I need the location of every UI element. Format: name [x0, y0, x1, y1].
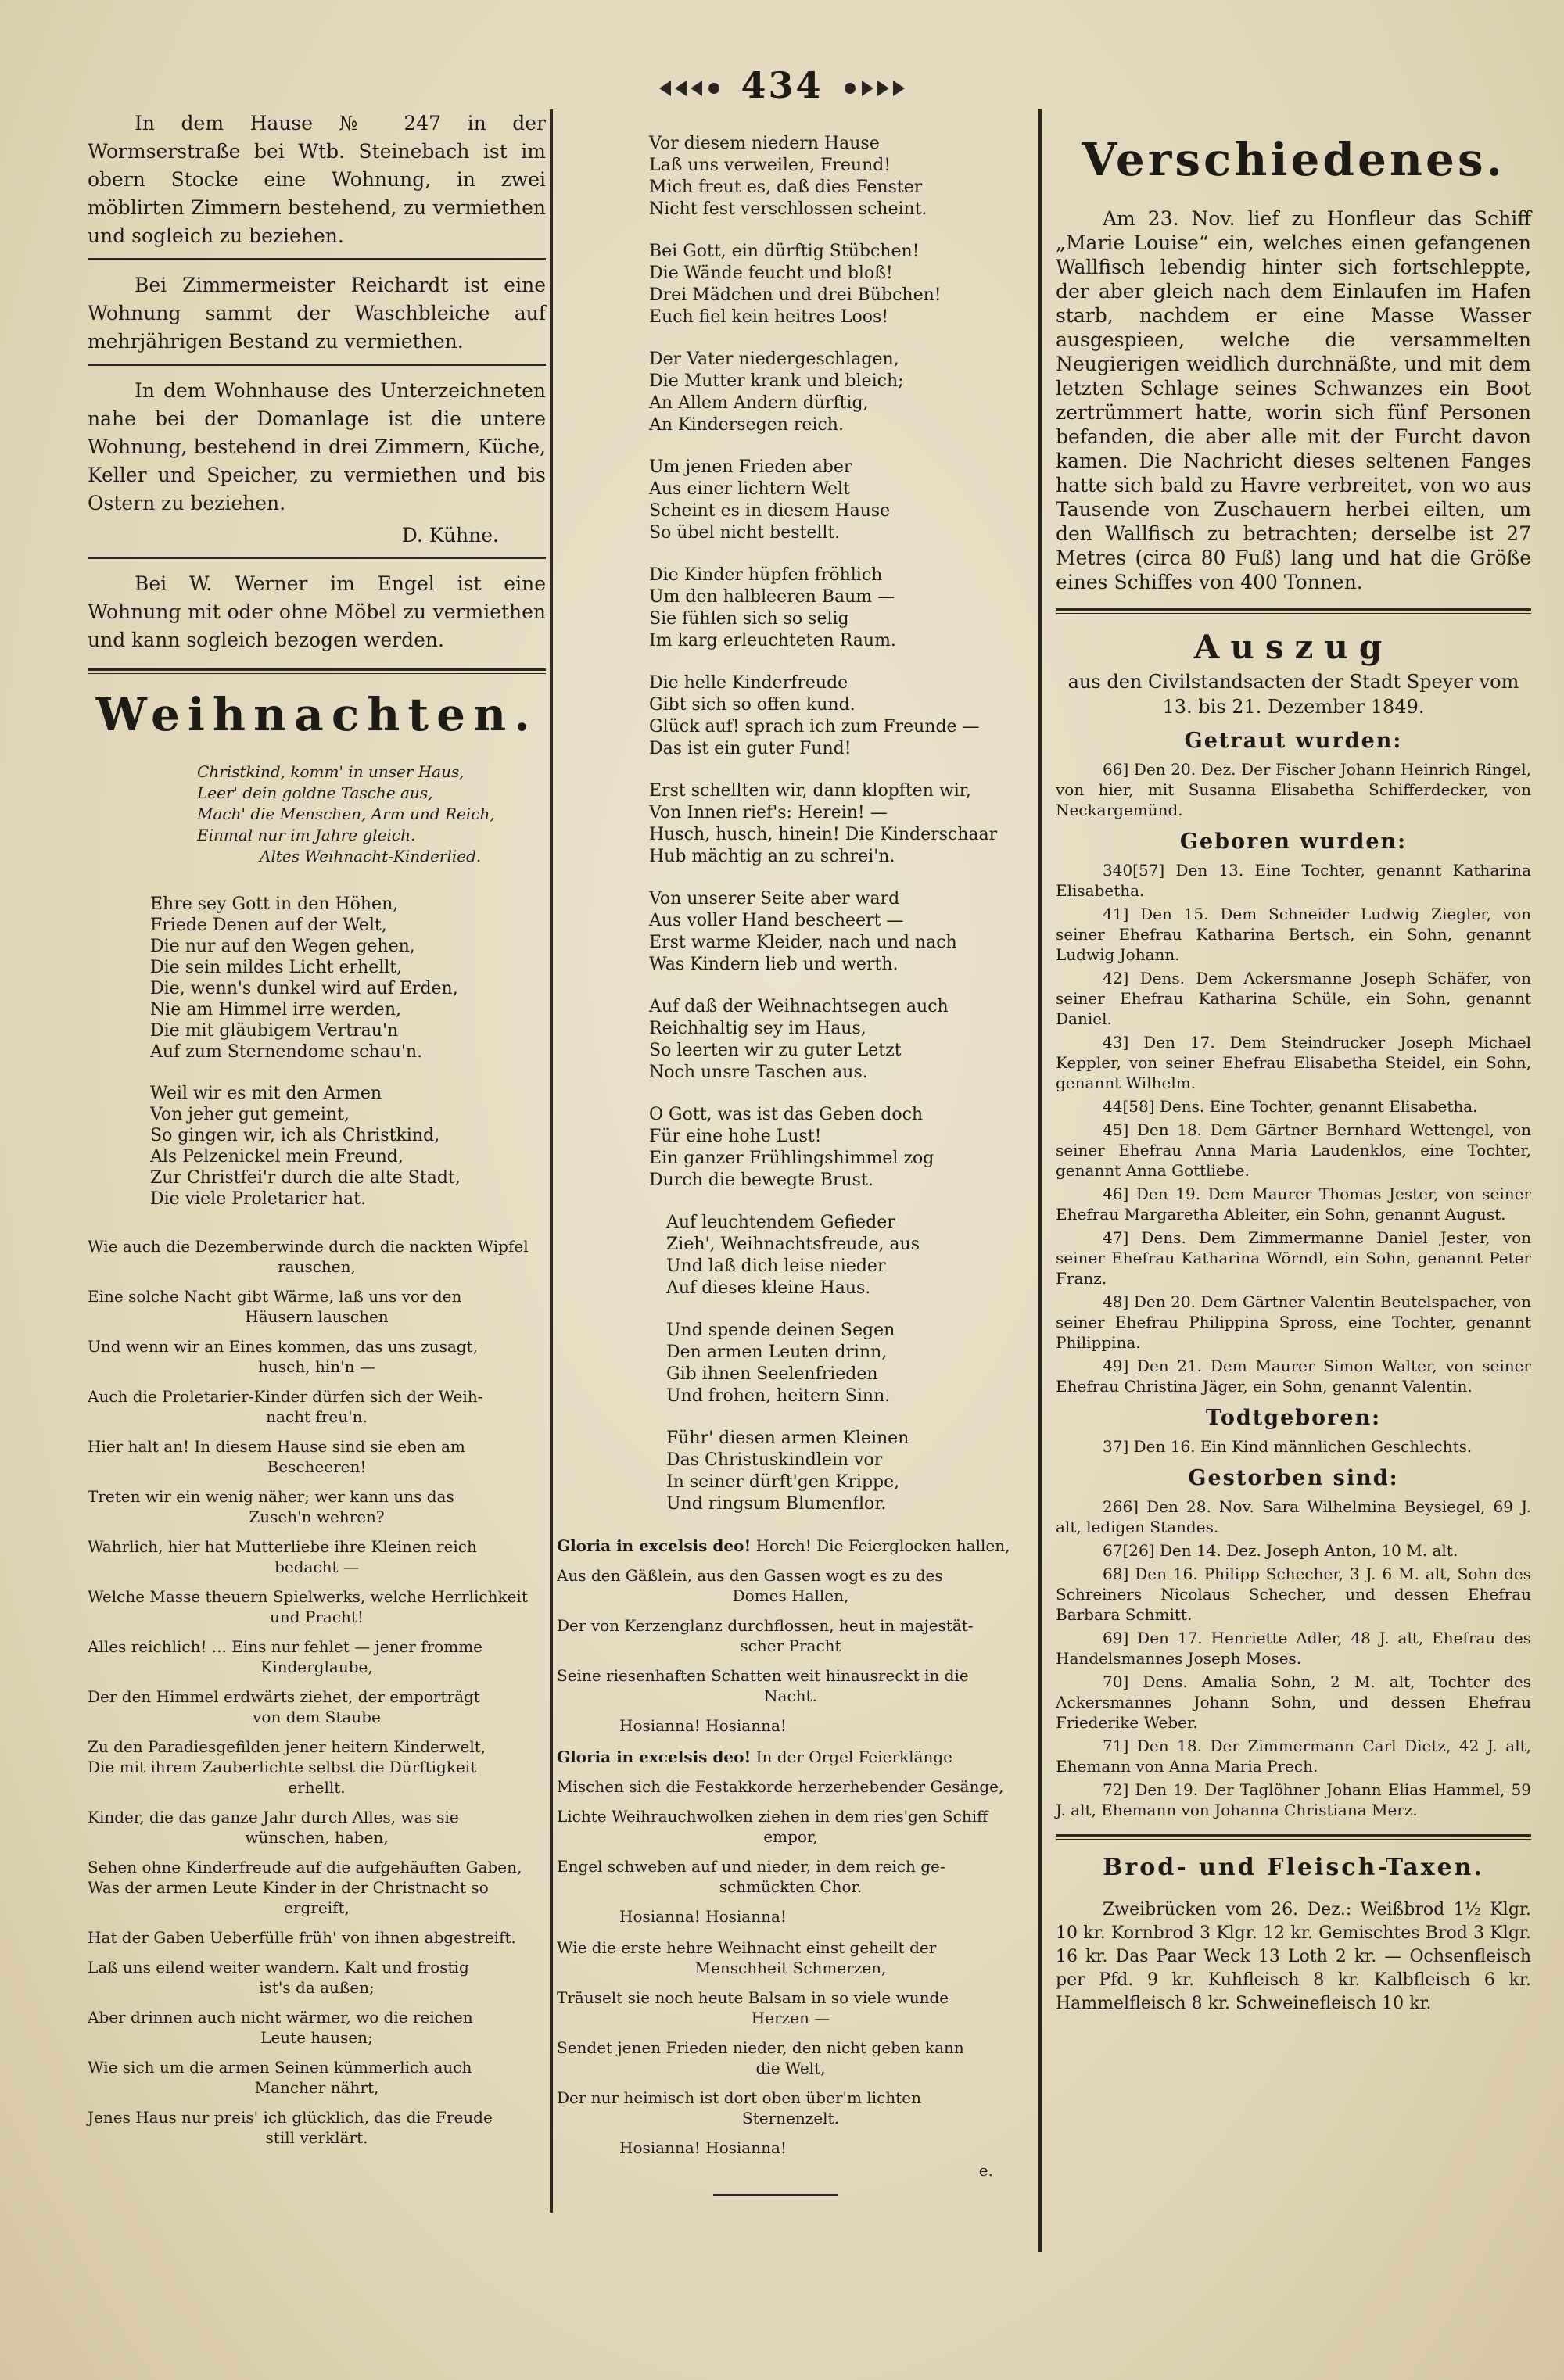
- verse-line: Auf leuchtendem Gefieder: [666, 1213, 895, 1232]
- verse-line: Aus voller Hand bescheert —: [649, 911, 904, 930]
- stanza: [649, 241, 1024, 328]
- stanza: [649, 672, 1024, 760]
- register-entry: 43] Den 17. Dem Steindrucker Joseph Michael Keppler, von seiner Ehefrau Elisabetha Steidel, ein Sohn, genannt Wilhelm.: [1056, 1033, 1531, 1092]
- verse-line: Nie am Himmel irre werden,: [150, 1000, 401, 1020]
- register-entry: 72] Den 19. Der Taglöhner Johann Elias Hammel, 59 J. alt, Ehemann von Johanna Christiana Merz.: [1056, 1780, 1531, 1819]
- section-divider: [1056, 608, 1531, 614]
- verse-line: Zieh', Weihnachtsfreude, aus: [666, 1235, 920, 1254]
- column-rule-left: [550, 109, 553, 2213]
- stanza: [666, 1428, 1024, 1515]
- end-rule: [713, 2194, 838, 2196]
- hosanna-refrain: Hosianna! Hosianna!: [619, 1907, 787, 1926]
- motto-source: Altes Weihnacht-Kinderlied.: [260, 847, 482, 866]
- long-verse: Hat der Gaben Ueberfülle früh' von ihnen abgestreift.: [88, 1928, 516, 1947]
- long-verse: Mischen sich die Festakkorde herzerhebender Gesänge,: [557, 1777, 1004, 1796]
- long-verse: Träuselt sie noch heute Balsam in so viele wunde Herzen —: [557, 1988, 949, 2027]
- verse-line: Die nur auf den Wegen gehen,: [150, 937, 415, 956]
- register-entry: 46] Den 19. Dem Maurer Thomas Jester, von seiner Ehefrau Margaretha Ableiter, ein Sohn, genannt August.: [1056, 1185, 1531, 1224]
- register-entry: 47] Dens. Dem Zimmermanne Daniel Jester, von seiner Ehefrau Katharina Wörndl, ein Sohn, genannt Peter Franz.: [1056, 1228, 1531, 1288]
- verse-line: Von jeher gut gemeint,: [150, 1105, 350, 1124]
- verse-line: Der Vater niedergeschlagen,: [649, 349, 899, 369]
- verse-line: So leerten wir zu guter Letzt: [649, 1041, 902, 1060]
- long-verse: Kinder, die das ganze Jahr durch Alles, was sie wünschen, haben,: [88, 1808, 459, 1847]
- ad-1: In dem Hause № 247 in der Wormserstraße bei Wtb. Steinebach ist im obern Stocke eine Wohnung, in zwei möblirten Zimmern bestehend, zu vermiethen und sogleich zu beziehen.: [88, 112, 546, 247]
- verse-line: Das ist ein guter Fund!: [649, 739, 852, 758]
- column-2: [557, 133, 1024, 2196]
- verse-line: An Kindersegen reich.: [649, 415, 844, 435]
- register-heading: Geboren wurden:: [1179, 830, 1408, 854]
- price-list: Zweibrücken vom 26. Dez.: Weißbrod 1½ Klgr. 10 kr. Kornbrod 3 Klgr. 12 kr. Gemischtes Brod 3 Klgr. 16 kr. Das Paar Weck 13 Loth 2 kr. — Ochsenfleisch per Pfd. 9 kr. Kuhfleisch 8 kr. Kalbfleisch 6 kr. Hammelfleisch 8 kr. Schweinefleisch 10 kr.: [1056, 1900, 1531, 2013]
- verse-line: Das Christuskindlein vor: [666, 1450, 883, 1470]
- ad-2: Bei Zimmermeister Reichardt ist eine Wohnung sammt der Waschbleiche auf mehrjährigen Bestand zu vermiethen.: [88, 274, 546, 353]
- poem-title: Weihnachten.: [95, 688, 538, 741]
- verse-line: Um den halbleeren Baum —: [649, 587, 895, 607]
- motto-line: Leer' dein goldne Tasche aus,: [197, 783, 433, 802]
- register-heading: Todtgeboren:: [1205, 1406, 1382, 1430]
- long-verse: Der von Kerzenglanz durchflossen, heut in majestät- scher Pracht: [557, 1616, 974, 1655]
- ad-3-signature: D. Kühne.: [401, 524, 499, 547]
- stanza: [649, 133, 1024, 220]
- stanza: [649, 349, 1024, 436]
- register-entry: 70] Dens. Amalia Sohn, 2 M. alt, Tochter des Ackersmannes Johann Sohn, und dessen Ehefrau Friederike Weber.: [1056, 1672, 1531, 1732]
- verse-line: Laß uns verweilen, Freund!: [649, 156, 891, 175]
- long-verse: Hier halt an! In diesem Hause sind sie eben am Bescheeren!: [88, 1437, 465, 1476]
- verse-line: Auf zum Sternendome schau'n.: [150, 1042, 423, 1062]
- verse-line: Friede Denen auf der Welt,: [150, 916, 387, 935]
- stanza: [150, 1083, 546, 1210]
- long-verse: Welche Masse theuern Spielwerks, welche Herrlichkeit und Pracht!: [88, 1587, 528, 1626]
- verse-line: Bei Gott, ein dürftig Stübchen!: [649, 242, 920, 261]
- verse-line: Ein ganzer Frühlingshimmel zog: [649, 1149, 934, 1168]
- verse-line: Von unserer Seite aber ward: [649, 889, 900, 909]
- section-title-verschiedenes: Verschiedenes.: [1082, 133, 1505, 186]
- register-entry: 68] Den 16. Philipp Schecher, 3 J. 6 M. alt, Sohn des Schreiners Nicolaus Schecher, und dessen Ehefrau Barbara Schmitt.: [1056, 1565, 1531, 1624]
- register-entry: 67[26] Den 14. Dez. Joseph Anton, 10 M. alt.: [1103, 1541, 1458, 1560]
- section-divider: [1056, 1834, 1531, 1840]
- long-verse: Und wenn wir an Eines kommen, das uns zusagt, husch, hin'n —: [88, 1337, 478, 1376]
- stanza: [666, 1212, 1024, 1299]
- long-verse: Sendet jenen Frieden nieder, den nicht geben kann die Welt,: [557, 2038, 964, 2077]
- gloria-verses: [557, 1536, 1024, 2196]
- verse-line: Und ringsum Blumenflor.: [666, 1494, 887, 1514]
- long-verse: Der den Himmel erdwärts ziehet, der emporträgt von dem Staube: [88, 1687, 480, 1726]
- news-item: Am 23. Nov. lief zu Honfleur das Schiff „Marie Louise“ ein, welches einen gefangenen Wallfisch lebendig hinter sich fortschleppte, der aber gleich nach dem Einlaufen im Hafen starb, nachdem er eine Masse Wasser ausgespieen, welche die versammelten Neugierigen weidlich durchnäßte, und mit dem letzten Schlage seines Schwanzes ein Boot zertrümmert hatte, worin sich fünf Personen befanden, die aber alle mit der Furcht davon kamen. Die Nachricht dieses seltenen Fanges hatte sich bald zu Havre verbreitet, von wo aus Tausende von Zuschauern herbei eilten, um den Wallfisch zu betrachten; derselbe ist 27 Metres (circa 80 Fuß) lang und hat die Größe eines Schiffes von 400 Tonnen.: [1056, 207, 1531, 593]
- long-verse: Wie auch die Dezemberwinde durch die nackten Wipfel rauschen,: [88, 1237, 529, 1276]
- register-entry: 42] Dens. Dem Ackersmanne Joseph Schäfer, von seiner Ehefrau Katharina Schüle, ein Sohn, genannt Daniel.: [1056, 969, 1531, 1028]
- verse-line: Um jenen Frieden aber: [649, 457, 852, 477]
- verse-line: Und spende deinen Segen: [666, 1321, 895, 1340]
- verse-line: Führ' diesen armen Kleinen: [666, 1428, 909, 1448]
- motto-line: Christkind, komm' in unser Haus,: [197, 762, 465, 781]
- auszug-subtitle: aus den Civilstandsacten der Stadt Speyer vom 13. bis 21. Dezember 1849.: [1067, 671, 1519, 718]
- dialogue-verses: [88, 1236, 546, 2148]
- verse-line: Gib ihnen Seelenfrieden: [666, 1364, 878, 1384]
- verse-line: Die mit gläubigem Vertrau'n: [150, 1021, 399, 1041]
- long-verse: Engel schweben auf und nieder, in dem reich ge- schmückten Chor.: [557, 1857, 945, 1896]
- register-entry: 69] Den 17. Henriette Adler, 48 J. alt, Ehefrau des Handelsmannes Joseph Moses.: [1056, 1629, 1531, 1668]
- register-entry: 44[58] Dens. Eine Tochter, genannt Elisabetha.: [1103, 1097, 1478, 1116]
- hosanna-refrain: Hosianna! Hosianna!: [619, 2138, 787, 2157]
- stanza: [649, 1104, 1024, 1192]
- verse-line: Durch die bewegte Brust.: [649, 1170, 873, 1190]
- verse-line: Was Kindern lieb und werth.: [649, 955, 899, 974]
- long-verse: Wie sich um die armen Seinen kümmerlich auch Mancher nährt,: [88, 2058, 472, 2097]
- verse-line: Sie fühlen sich so selig: [649, 609, 849, 629]
- verse-line: Scheint es in diesem Hause: [649, 501, 891, 521]
- ornament-left-icon: [655, 77, 726, 100]
- verse-line: Von Innen rief's: Herein! —: [649, 803, 888, 823]
- verse-line: Und frohen, heitern Sinn.: [666, 1386, 891, 1406]
- register-entry: 266] Den 28. Nov. Sara Wilhelmina Beysiegel, 69 J. alt, ledigen Standes.: [1056, 1497, 1531, 1536]
- author-initial: e.: [978, 2161, 993, 2180]
- stanza: [649, 780, 1024, 868]
- long-verse: Treten wir ein wenig näher; wer kann uns das Zuseh'n wehren?: [88, 1487, 454, 1526]
- verse-line: Euch fiel kein heitres Loos!: [649, 307, 889, 327]
- stanza: [649, 457, 1024, 544]
- verse-line: Husch, husch, hinein! Die Kinderschaar: [649, 825, 998, 844]
- register-entry: 48] Den 20. Dem Gärtner Valentin Beutelspacher, von seiner Ehefrau Philippina Spross, eine Tochter, genannt Philippina.: [1056, 1292, 1531, 1352]
- long-verse: Was der armen Leute Kinder in der Christnacht so ergreift,: [88, 1878, 489, 1917]
- column-rule-right: [1038, 109, 1042, 2252]
- divider: [88, 557, 546, 559]
- column-1: [88, 109, 546, 2157]
- verse-line: Als Pelzenickel mein Freund,: [150, 1147, 404, 1167]
- poem-motto: [88, 762, 546, 867]
- section-title-taxen: Brod- und Fleisch-Taxen.: [1103, 1854, 1484, 1881]
- stanza: [649, 888, 1024, 976]
- long-verse: Auch die Proletarier-Kinder dürfen sich der Weih- nacht freu'n.: [88, 1387, 483, 1426]
- verse-line: Auf daß der Weihnachtsegen auch: [649, 997, 949, 1016]
- verse-line: So gingen wir, ich als Christkind,: [150, 1126, 440, 1145]
- verse-line: Zur Christfei'r durch die alte Stadt,: [150, 1168, 461, 1188]
- long-verse: Jenes Haus nur preis' ich glücklich, das die Freude still verklärt.: [88, 2108, 493, 2147]
- long-verse: Laß uns eilend weiter wandern. Kalt und frostig ist's da außen;: [88, 1958, 469, 1997]
- verse-line: Im karg erleuchteten Raum.: [649, 631, 896, 651]
- ad-3: In dem Wohnhause des Unterzeichneten nahe bei der Domanlage ist die untere Wohnung, bestehend in drei Zimmern, Küche, Keller und Speicher, zu vermiethen und bis Ostern zu beziehen.: [88, 379, 546, 514]
- verse-line: Reichhaltig sey im Haus,: [649, 1019, 866, 1038]
- column-3: [1056, 133, 1531, 2033]
- verse-line: Die sein mildes Licht erhellt,: [150, 958, 403, 977]
- verse-line: Weil wir es mit den Armen: [150, 1084, 382, 1103]
- stanza: [649, 565, 1024, 652]
- verse-line: Glück auf! sprach ich zum Freunde —: [649, 717, 980, 737]
- register-entry: 340[57] Den 13. Eine Tochter, genannt Katharina Elisabetha.: [1056, 861, 1531, 900]
- divider: [88, 258, 546, 260]
- long-verse: Sehen ohne Kinderfreude auf die aufgehäuften Gaben,: [88, 1858, 522, 1876]
- verse-line: Vor diesem niedern Hause: [649, 134, 880, 153]
- verse-line: Mich freut es, daß dies Fenster: [649, 177, 923, 197]
- verse-line: Aus einer lichtern Welt: [649, 479, 850, 499]
- register-heading: Getraut wurden:: [1184, 729, 1403, 753]
- long-verse: Eine solche Nacht gibt Wärme, laß uns vor den Häusern lauschen: [88, 1287, 462, 1326]
- page-number: 434: [741, 64, 823, 106]
- long-verse: Der nur heimisch ist dort oben über'm lichten Sternenzelt.: [557, 2088, 921, 2127]
- long-verse: Wie die erste hehre Weihnacht einst geheilt der Menschheit Schmerzen,: [557, 1938, 937, 1977]
- verse-line: An Allem Andern dürftig,: [649, 393, 869, 413]
- register-entry: 49] Den 21. Dem Maurer Simon Walter, von seiner Ehefrau Christina Jäger, ein Sohn, genannt Valentin.: [1056, 1357, 1531, 1396]
- verse-line: In seiner dürft'gen Krippe,: [666, 1472, 900, 1492]
- long-verse: Lichte Weihrauchwolken ziehen in dem ries'gen Schiff empor,: [557, 1807, 988, 1846]
- page-header: [0, 64, 1564, 106]
- verse-line: Die Kinder hüpfen fröhlich: [649, 565, 883, 585]
- stanza: [150, 894, 546, 1063]
- verse-line: Die helle Kinderfreude: [649, 673, 848, 693]
- verse-line: Für eine hohe Lust!: [649, 1127, 822, 1146]
- long-verse: Gloria in excelsis deo! In der Orgel Feierklänge: [557, 1747, 953, 1766]
- ad-4: Bei W. Werner im Engel ist eine Wohnung mit oder ohne Möbel zu vermiethen und kann sogleich bezogen werden.: [88, 572, 546, 651]
- long-verse: Seine riesenhaften Schatten weit hinausreckt in die Nacht.: [557, 1666, 969, 1705]
- motto-line: Einmal nur im Jahre gleich.: [197, 826, 416, 844]
- motto-line: Mach' die Menschen, Arm und Reich,: [197, 805, 495, 823]
- verse-line: Den armen Leuten drinn,: [666, 1342, 888, 1362]
- long-verse: Aus den Gäßlein, aus den Gassen wogt es zu des Domes Hallen,: [557, 1566, 943, 1605]
- verse-line: Die Wände feucht und bloß!: [649, 263, 893, 283]
- long-verse: Zu den Paradiesgefilden jener heitern Kinderwelt,: [88, 1737, 486, 1756]
- divider: [88, 364, 546, 366]
- long-verse: Die mit ihrem Zauberlichte selbst die Dürftigkeit erhellt.: [88, 1758, 477, 1797]
- verse-line: Drei Mädchen und drei Bübchen!: [649, 285, 942, 305]
- register-heading: Gestorben sind:: [1188, 1466, 1399, 1490]
- verse-line: Und laß dich leise nieder: [666, 1256, 886, 1276]
- verse-line: Auf dieses kleine Haus.: [666, 1278, 871, 1298]
- verse-line: O Gott, was ist das Geben doch: [649, 1105, 924, 1124]
- verse-line: Hub mächtig an zu schrei'n.: [649, 847, 895, 866]
- long-verse: Aber drinnen auch nicht wärmer, wo die reichen Leute hausen;: [88, 2008, 473, 2047]
- register-entry: 66] Den 20. Dez. Der Fischer Johann Heinrich Ringel, von hier, mit Susanna Elisabetha Schifferdecker, von Neckargemünd.: [1056, 760, 1531, 819]
- register-entry: 45] Den 18. Dem Gärtner Bernhard Wettengel, von seiner Ehefrau Anna Maria Laudenklos, eine Tochter, genannt Anna Gottliebe.: [1056, 1120, 1531, 1180]
- register-entry: 71] Den 18. Der Zimmermann Carl Dietz, 42 J. alt, Ehemann von Anna Maria Prech.: [1056, 1737, 1531, 1776]
- section-divider: [88, 668, 546, 674]
- long-verse: Gloria in excelsis deo! Horch! Die Feierglocken hallen,: [557, 1536, 1010, 1555]
- stanza: [666, 1320, 1024, 1407]
- hosanna-refrain: Hosianna! Hosianna!: [619, 1716, 787, 1735]
- verse-line: Noch unsre Taschen aus.: [649, 1063, 868, 1082]
- verse-line: So übel nicht bestellt.: [649, 523, 841, 543]
- verse-line: Gibt sich so offen kund.: [649, 695, 856, 715]
- register-entry: 41] Den 15. Dem Schneider Ludwig Ziegler, von seiner Ehefrau Katharina Bertsch, ein Sohn, genannt Ludwig Johann.: [1056, 905, 1531, 964]
- verse-line: Die, wenn's dunkel wird auf Erden,: [150, 979, 458, 998]
- verse-line: Erst warme Kleider, nach und nach: [649, 933, 957, 952]
- verse-line: Ehre sey Gott in den Höhen,: [150, 894, 399, 914]
- verse-line: Nicht fest verschlossen scheint.: [649, 199, 927, 219]
- ornament-right-icon: [838, 77, 909, 100]
- stanza: [649, 996, 1024, 1084]
- long-verse: Alles reichlich! ... Eins nur fehlet — jener fromme Kinderglaube,: [88, 1637, 482, 1676]
- verse-line: Die viele Proletarier hat.: [150, 1189, 366, 1209]
- long-verse: Wahrlich, hier hat Mutterliebe ihre Kleinen reich bedacht —: [88, 1537, 477, 1576]
- register-entry: 37] Den 16. Ein Kind männlichen Geschlechts.: [1103, 1437, 1473, 1456]
- verse-line: Die Mutter krank und bleich;: [649, 371, 904, 391]
- verse-line: Erst schellten wir, dann klopften wir,: [649, 781, 971, 801]
- section-title-auszug: Auszug: [1193, 628, 1394, 666]
